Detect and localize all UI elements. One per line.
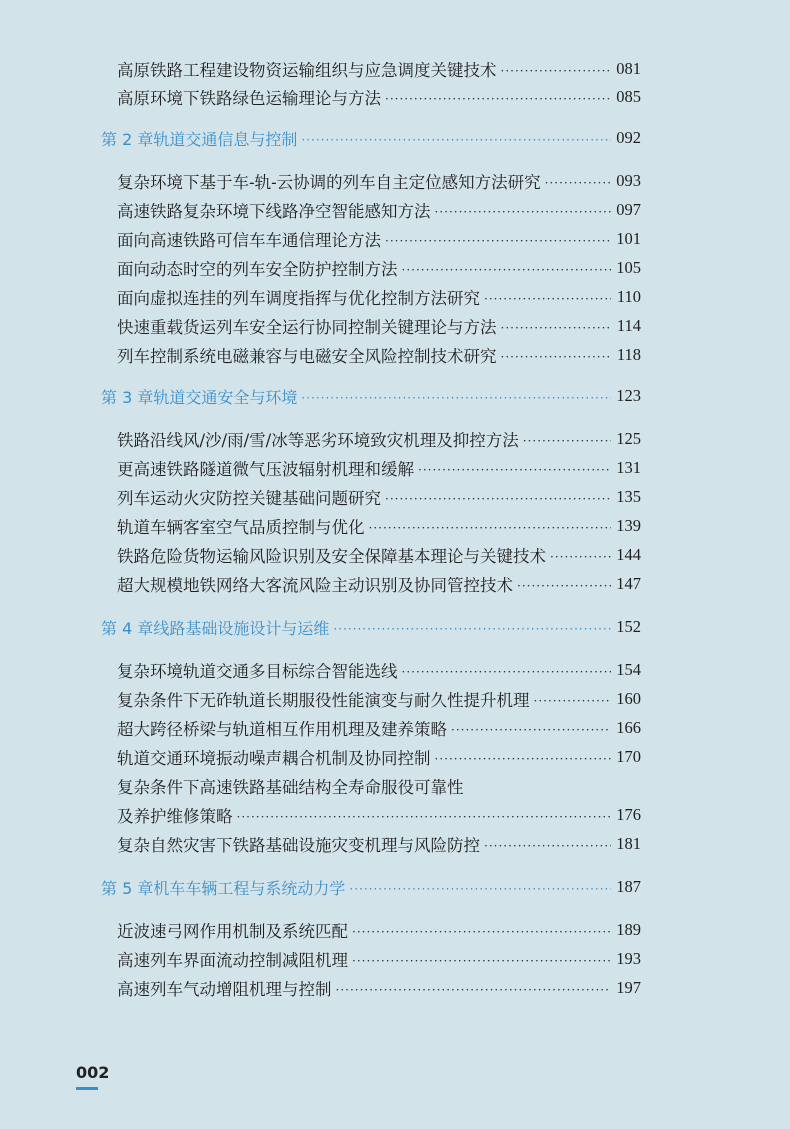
entry-title: 轨道交通环境振动噪声耦合机制及协同控制 <box>117 749 431 768</box>
page-ref: 166 <box>616 718 641 737</box>
chapter-title: 轨道交通安全与环境 <box>153 387 298 407</box>
page-number-underline <box>76 1087 98 1090</box>
chapter-number: 第 5 章 <box>101 878 154 898</box>
toc-entry-row <box>117 425 641 453</box>
leader-dots <box>385 485 611 513</box>
leader-dots <box>402 256 612 284</box>
toc-chapter-row <box>101 873 641 901</box>
entry-title: 高原环境下铁路绿色运输理论与方法 <box>117 89 381 108</box>
entry-title: 复杂条件下高速铁路基础结构全寿命服役可靠性 <box>117 778 464 797</box>
toc-entry-row <box>117 541 641 569</box>
leader-dots <box>336 976 612 1004</box>
page-ref: 125 <box>616 429 641 448</box>
page-ref: 144 <box>616 545 641 564</box>
leader-dots <box>484 285 611 313</box>
page-ref: 160 <box>616 689 641 708</box>
toc-entry-row <box>117 772 641 800</box>
entry-title: 超大跨径桥梁与轨道相互作用机理及建养策略 <box>117 720 447 739</box>
entry-title: 复杂条件下无砟轨道长期服役性能演变与耐久性提升机理 <box>117 691 530 710</box>
toc-entry-row <box>117 283 641 311</box>
toc-entry-row <box>117 685 641 713</box>
leader-dots <box>451 716 611 744</box>
entry-title: 近波速弓网作用机制及系统匹配 <box>117 922 348 941</box>
page-ref: 123 <box>616 386 641 405</box>
leader-dots <box>534 687 612 715</box>
leader-dots <box>501 314 612 342</box>
toc-entry-row <box>117 83 641 111</box>
page-ref: 189 <box>616 920 641 939</box>
page-ref: 170 <box>616 747 641 766</box>
entry-title: 轨道车辆客室空气品质控制与优化 <box>117 518 365 537</box>
chapter-title: 机车车辆工程与系统动力学 <box>153 878 346 898</box>
page-number: 002 <box>76 1063 110 1082</box>
toc-entry-row <box>117 512 641 540</box>
entry-title: 高原铁路工程建设物资运输组织与应急调度关键技术 <box>117 61 497 80</box>
page-ref: 139 <box>616 516 641 535</box>
entry-title: 列车运动火灾防控关键基础问题研究 <box>117 489 381 508</box>
chapter-title: 轨道交通信息与控制 <box>153 129 298 149</box>
entry-title: 快速重载货运列车安全运行协同控制关键理论与方法 <box>117 318 497 337</box>
toc-entry-row <box>117 801 641 829</box>
toc-entry-row <box>117 916 641 944</box>
page-ref: 085 <box>616 87 641 106</box>
entry-title: 复杂自然灾害下铁路基础设施灾变机理与风险防控 <box>117 836 480 855</box>
leader-dots <box>435 745 612 773</box>
toc-entry-row <box>117 945 641 973</box>
entry-title: 高速列车界面流动控制减阻机理 <box>117 951 348 970</box>
leader-dots <box>501 57 612 85</box>
page-ref: 093 <box>616 171 641 190</box>
leader-dots <box>301 126 611 154</box>
toc-entry-row <box>117 312 641 340</box>
page-ref: 118 <box>616 345 641 364</box>
toc-entry-row <box>117 341 641 369</box>
leader-dots <box>333 615 611 643</box>
toc-entry-row <box>117 454 641 482</box>
entry-title: 列车控制系统电磁兼容与电磁安全风险控制技术研究 <box>117 347 497 366</box>
page-ref: 105 <box>616 258 641 277</box>
toc-entry-row <box>117 570 641 598</box>
page-ref: 114 <box>616 316 641 335</box>
toc-entry-row <box>117 714 641 742</box>
page-ref: 101 <box>616 229 641 248</box>
leader-dots <box>237 803 612 831</box>
leader-dots <box>301 384 611 412</box>
entry-title: 及养护维修策略 <box>117 807 233 826</box>
toc-entry-row <box>117 483 641 511</box>
page-ref: 110 <box>616 287 641 306</box>
page-ref: 197 <box>616 978 641 997</box>
entry-title: 铁路沿线风/沙/雨/雪/冰等恶劣环境致灾机理及抑控方法 <box>117 431 519 450</box>
leader-dots <box>545 169 611 197</box>
toc-entry-row <box>117 167 641 195</box>
leader-dots <box>385 85 611 113</box>
chapter-number: 第 2 章 <box>101 129 154 149</box>
leader-dots <box>523 427 611 455</box>
leader-dots <box>349 875 611 903</box>
page-ref: 081 <box>616 59 641 78</box>
leader-dots <box>484 832 611 860</box>
entry-title: 面向虚拟连挂的列车调度指挥与优化控制方法研究 <box>117 289 480 308</box>
chapter-title: 线路基础设施设计与运维 <box>153 618 330 638</box>
leader-dots <box>402 658 612 686</box>
chapter-number: 第 4 章 <box>101 618 154 638</box>
leader-dots <box>418 456 611 484</box>
page-ref: 092 <box>616 128 641 147</box>
page-ref: 181 <box>616 834 641 853</box>
toc-entry-row <box>117 196 641 224</box>
entry-title: 铁路危险货物运输风险识别及安全保障基本理论与关键技术 <box>117 547 546 566</box>
leader-dots <box>385 227 611 255</box>
chapter-number: 第 3 章 <box>101 387 154 407</box>
page-ref: 154 <box>616 660 641 679</box>
entry-title: 高速铁路复杂环境下线路净空智能感知方法 <box>117 202 431 221</box>
leader-dots <box>369 514 612 542</box>
toc-chapter-row <box>101 382 641 410</box>
toc-chapter-row <box>101 613 641 641</box>
leader-dots <box>435 198 612 226</box>
toc-chapter-row <box>101 124 641 152</box>
leader-dots <box>352 947 611 975</box>
entry-title: 更高速铁路隧道微气压波辐射机理和缓解 <box>117 460 414 479</box>
toc-entry-row <box>117 974 641 1002</box>
entry-title: 面向动态时空的列车安全防护控制方法 <box>117 260 398 279</box>
page-ref: 135 <box>616 487 641 506</box>
leader-dots <box>352 918 611 946</box>
page-ref: 152 <box>616 617 641 636</box>
entry-title: 高速列车气动增阻机理与控制 <box>117 980 332 999</box>
page-ref: 097 <box>616 200 641 219</box>
toc-entry-row <box>117 55 641 83</box>
entry-title: 面向高速铁路可信车车通信理论方法 <box>117 231 381 250</box>
entry-title: 复杂环境轨道交通多目标综合智能选线 <box>117 662 398 681</box>
leader-dots <box>517 572 611 600</box>
page-ref: 193 <box>616 949 641 968</box>
toc-entry-row <box>117 830 641 858</box>
page-ref: 187 <box>616 877 641 896</box>
entry-title: 超大规模地铁网络大客流风险主动识别及协同管控技术 <box>117 576 513 595</box>
toc-entry-row <box>117 743 641 771</box>
page-ref: 131 <box>616 458 641 477</box>
leader-dots <box>501 343 612 371</box>
toc-entry-row <box>117 656 641 684</box>
toc-entry-row <box>117 254 641 282</box>
page-ref: 176 <box>616 805 641 824</box>
toc-entry-row <box>117 225 641 253</box>
leader-dots <box>550 543 611 571</box>
entry-title: 复杂环境下基于车-轨-云协调的列车自主定位感知方法研究 <box>117 173 541 192</box>
page-ref: 147 <box>616 574 641 593</box>
